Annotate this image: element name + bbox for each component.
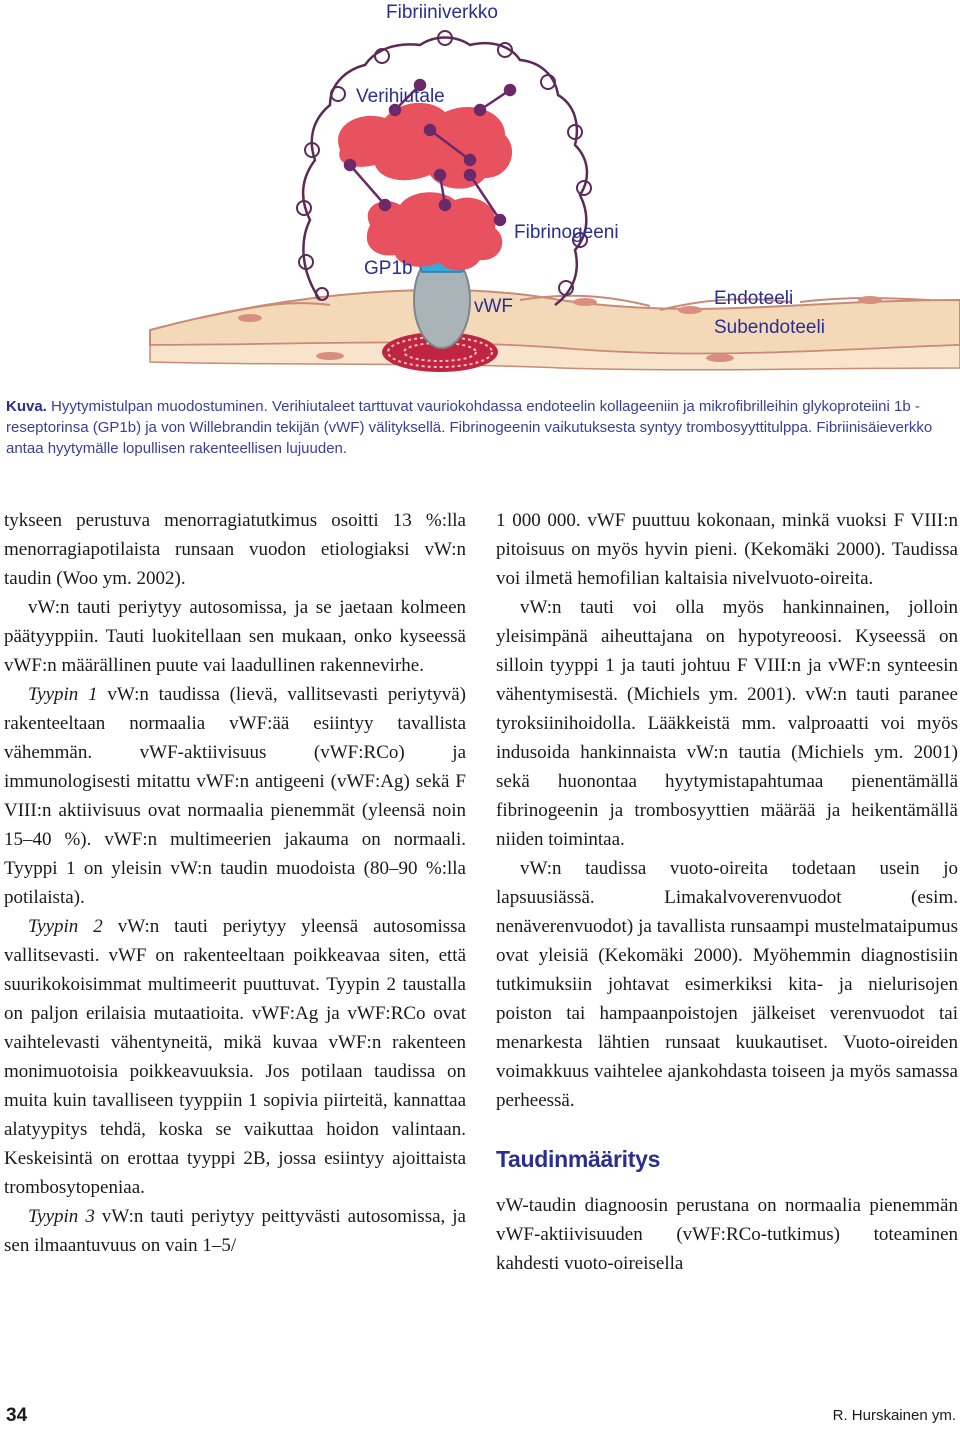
paragraph: vW:n tauti periytyy autosomissa, ja se jaetaan kolmeen päätyyppiin. Tauti luokitellaan sen mukaan, onko kyseessä vWF:n määrällinen puute vai laadullinen rakennevirhe. xyxy=(4,597,466,676)
type-label: Tyypin 2 xyxy=(28,916,103,937)
page-number: 34 xyxy=(6,1405,28,1426)
label-subendothelium: Subendoteeli xyxy=(714,317,825,338)
section-heading: Taudinmääritys xyxy=(496,1146,661,1172)
endothelium-layer xyxy=(150,290,960,370)
text-column-left xyxy=(4,506,466,1386)
paragraph: 1 000 000. vWF puuttuu kokonaan, minkä vuoksi F VIII:n pitoisuus on myös hyvin pieni. (Kekomäki 2000). Taudissa voi ilmetä hemofilian kaltaisia nivelvuoto-oireita. xyxy=(496,510,958,589)
caption-label: Kuva. xyxy=(6,398,47,415)
paragraph: Tyypin 1 vW:n taudissa (lievä, vallitsevasti periytyvä) rakenteeltaan normaalia vWF:ää esiintyy tavallista vähemmän. vWF-aktiivisuus (vWF:RCo) ja immunologisesti mitattu vWF:n antigeeni (vWF:Ag) sekä F VIII:n aktiivisuus ovat normaalia pienemmät (yleensä noin 15–40 %). vWF:n multimeerien jakauma on normaali. Tyyppi 1 on yleisin vW:n taudin muodoista (80–90 %:lla potilaista). xyxy=(4,684,466,908)
label-platelet: Verihiutale xyxy=(356,86,445,107)
figure-illustration xyxy=(0,0,960,380)
label-endothelium: Endoteeli xyxy=(714,288,794,309)
paragraph: vW:n taudissa vuoto-oireita todetaan usein jo lapsuusiässä. Limakalvoverenvuodot (esim. nenäverenvuodot) ja tavallista runsaampi mustelmataipumus ovat yleisiä (Kekomäki 2000). Myöhemmin diagnostisiin tutkimuksiin johtavat esimerkiksi kita- ja nielurisojen poiston tai hampaanpoistojen jälkeiset verenvuodot tai menarkesta lähtien runsaat kuukautiset. Vuoto-oireiden voimakkuus vaihtelee ajankohdasta toiseen ja myös samassa perheessä. xyxy=(496,858,958,1111)
type-label: Tyypin 3 xyxy=(28,1206,95,1227)
paragraph: vW:n tauti voi olla myös hankinnainen, jolloin yleisimpänä aiheuttajana on hypotyreoosi. Kyseessä on silloin tyyppi 1 ja tauti johtuu F VIII:n ja vWF:n synteesin vähentymisestä. (Michiels ym. 2001). vW:n tauti paranee tyroksiinihoidolla. Lääkkeistä mm. valproaatti voi myös indusoida hankinnaista vW:n tautia (Michiels ym. 2001) sekä huonontaa hyytymistapahtumaa pienentämällä fibrinogeenin ja trombosyyttien määrää ja heikentämällä niiden toimintaa. xyxy=(496,597,958,850)
paragraph: tykseen perustuva menorragiatutkimus osoitti 13 %:lla menorragiapotilaista runsaan vuodon etiologiaksi vW:n taudin (Woo ym. 2002). xyxy=(4,510,466,589)
paragraph: Tyypin 3 vW:n tauti periytyy peittyvästi autosomissa, ja sen ilmaantuvuus on vain 1–5/ xyxy=(4,1206,466,1256)
type-label: Tyypin 1 xyxy=(28,684,98,705)
label-fibrin-network: Fibriiniverkko xyxy=(386,2,498,23)
paragraph: Tyypin 2 vW:n tauti periytyy yleensä autosomissa vallitsevasti. vWF on rakenteeltaan poikkeavaa siten, että suurikokoisimmat multimeerit puuttuvat. Tyypin 2 taustalla on paljon erilaisia mutaatioita. vWF:Ag ja vWF:RCo ovat vaihtelevasti vähentyneitä, mikä kuvaa vWF:n rakenteen monimuotoisia poikkeavuuksia. Jos potilaan taudissa on muita kuin tavalliseen tyyppiin 1 sopivia piirteitä, kannattaa alatyypitys tehdä, koska se vaikuttaa hoidon valintaan. Keskeisintä on erottaa tyyppi 2B, jossa esiintyy ajoittaista trombosytopeniaa. xyxy=(4,916,466,1198)
running-author: R. Hurskainen ym. xyxy=(832,1407,956,1424)
caption-text: Hyytymistulpan muodostuminen. Verihiutaleet tarttuvat vauriokohdassa endoteelin kollageeniin ja mikrofibrilleihin glykoproteiini 1b -reseptorinsa (GP1b) ja von Willebrandin tekijän (vWF) välityksellä. Fibrinogeenin vaikutuksesta syntyy trombosyyttitulppa. Fibriinisäieverkko antaa hyytymälle lopullisen rakenteellisen lujuuden. xyxy=(6,398,933,457)
paragraph: vW-taudin diagnoosin perustana on normaalia pienemmän vWF-aktiivisuuden (vWF:RCo-tutkimus) toteaminen kahdesti vuoto-oireisella xyxy=(496,1195,958,1274)
label-vwf: vWF xyxy=(474,296,514,317)
label-gp1b: GP1b xyxy=(364,258,413,279)
figure-caption xyxy=(6,396,956,459)
label-fibrinogen: Fibrinogeeni xyxy=(514,222,619,243)
text-column-right xyxy=(496,506,958,1386)
